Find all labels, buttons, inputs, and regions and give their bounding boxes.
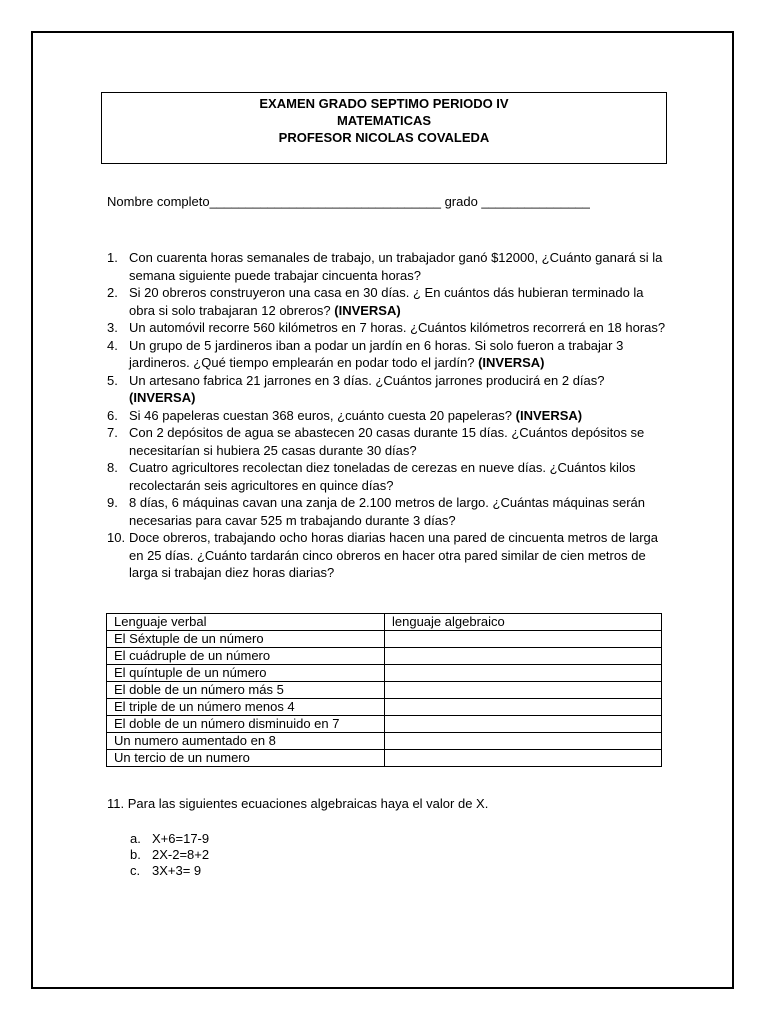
table-row: [107, 716, 662, 733]
question-list: [107, 249, 667, 582]
question-item: [107, 372, 667, 407]
equation-letter: c.: [130, 863, 141, 878]
question-text: Con cuarenta horas semanales de trabajo, un trabajador ganó $12000, ¿Cuánto ganará si la semana siguiente puede trabajar cincuenta horas?: [129, 250, 663, 283]
algebraic-cell[interactable]: [385, 716, 662, 733]
equation-item: [130, 847, 209, 863]
inverse-tag: (INVERSA): [334, 302, 401, 318]
inverse-tag: (INVERSA): [129, 390, 196, 405]
question-text: Un automóvil recorre 560 kilómetros en 7 horas. ¿Cuántos kilómetros recorrerá en 18 horas?: [129, 320, 666, 335]
verbal-cell: Un numero aumentado en 8: [107, 733, 385, 750]
question-item: [107, 249, 667, 284]
question-number: 8.: [107, 460, 118, 475]
question-item: [107, 529, 667, 582]
question-text: 8 días, 6 máquinas cavan una zanja de 2.100 metros de largo. ¿Cuántas máquinas serán necesarias para cavar 525 m trabajando durante 3 días?: [129, 495, 645, 528]
column-header-algebraic: lenguaje algebraico: [385, 614, 662, 631]
algebraic-cell[interactable]: [385, 733, 662, 750]
column-header-verbal: Lenguaje verbal: [107, 614, 385, 631]
table-header-row: [107, 614, 662, 631]
question-item: [107, 494, 667, 529]
equation-letter: a.: [130, 831, 141, 846]
exam-header: [101, 92, 667, 164]
question-item: [107, 337, 667, 372]
table-row: [107, 631, 662, 648]
question-text: Con 2 depósitos de agua se abastecen 20 casas durante 15 días. ¿Cuántos depósitos se necesitarían si hubiera 25 casas durante 30 días?: [129, 425, 645, 458]
question-number: 4.: [107, 337, 118, 353]
equation-text: 3X+3= 9: [152, 863, 202, 878]
algebraic-cell[interactable]: [385, 631, 662, 648]
table-row: [107, 682, 662, 699]
equation-item: [130, 831, 209, 847]
table-row: [107, 750, 662, 767]
question-text: Un artesano fabrica 21 jarrones en 3 días. ¿Cuántos jarrones producirá en 2 días?: [129, 372, 605, 388]
question-text: Cuatro agricultores recolectan diez toneladas de cerezas en nueve días. ¿Cuántos kilos recolectarán seis agricultores en quince días?: [129, 460, 636, 493]
question-number: 3.: [107, 320, 118, 335]
algebraic-cell[interactable]: [385, 665, 662, 682]
teacher-name: PROFESOR NICOLAS COVALEDA: [278, 130, 490, 145]
verbal-cell: El doble de un número disminuido en 7: [107, 716, 385, 733]
question-item: [107, 319, 667, 337]
question-item: [107, 407, 667, 425]
equation-text: X+6=17-9: [152, 831, 210, 846]
question-item: [107, 284, 667, 319]
algebraic-cell[interactable]: [385, 750, 662, 767]
verbal-cell: El cuádruple de un número: [107, 648, 385, 665]
table-row: [107, 665, 662, 682]
subject-title: MATEMATICAS: [336, 113, 432, 128]
verbal-cell: El triple de un número menos 4: [107, 699, 385, 716]
verbal-cell: El doble de un número más 5: [107, 682, 385, 699]
table-row: [107, 699, 662, 716]
algebraic-cell[interactable]: [385, 648, 662, 665]
inverse-tag: (INVERSA): [515, 407, 583, 423]
question-11: 11. Para las siguientes ecuaciones algebraicas haya el valor de X.: [107, 796, 489, 811]
question-text: Si 20 obreros construyeron una casa en 30 días. ¿ En cuántos dás hubieran terminado la obra si solo trabajaran 12 obreros?: [129, 285, 644, 318]
question-item: [107, 459, 667, 494]
question-item: [107, 424, 667, 459]
table-row: [107, 648, 662, 665]
question-text: Un grupo de 5 jardineros iban a podar un jardín en 6 horas. Si solo fueron a trabajar 3 jardineros. ¿Qué tiempo emplearán en podar todo el jardín?: [129, 337, 624, 370]
verbal-cell: El quíntuple de un número: [107, 665, 385, 682]
question-number: 5.: [107, 372, 118, 388]
question-number: 1.: [107, 250, 118, 265]
verbal-cell: Un tercio de un numero: [107, 750, 385, 767]
equation-text: 2X-2=8+2: [152, 847, 210, 862]
question-text: Si 46 papeleras cuestan 368 euros, ¿cuánto cuesta 20 papeleras?: [129, 407, 513, 423]
question-number: 2.: [107, 285, 118, 300]
language-table: [106, 613, 662, 767]
algebraic-cell[interactable]: [385, 699, 662, 716]
question-number: 6.: [107, 407, 118, 423]
equation-letter: b.: [130, 847, 141, 862]
table-row: [107, 733, 662, 750]
question-number: 7.: [107, 425, 118, 440]
name-grade-line: Nombre completo________________________________ grado _______________: [107, 194, 590, 209]
question-number: 9.: [107, 495, 118, 510]
equation-list: [130, 831, 209, 879]
equation-item: [130, 863, 209, 879]
verbal-cell: El Séxtuple de un número: [107, 631, 385, 648]
question-number: 10.: [107, 530, 126, 545]
question-text: Doce obreros, trabajando ocho horas diarias hacen una pared de cincuenta metros de larga en 25 días. ¿Cuánto tardarán cinco obreros en hacer otra pared similar de cien metros de larga si trabajan diez horas diarias?: [129, 530, 659, 580]
algebraic-cell[interactable]: [385, 682, 662, 699]
inverse-tag: (INVERSA): [478, 355, 545, 370]
exam-title: EXAMEN GRADO SEPTIMO PERIODO IV: [259, 96, 509, 111]
